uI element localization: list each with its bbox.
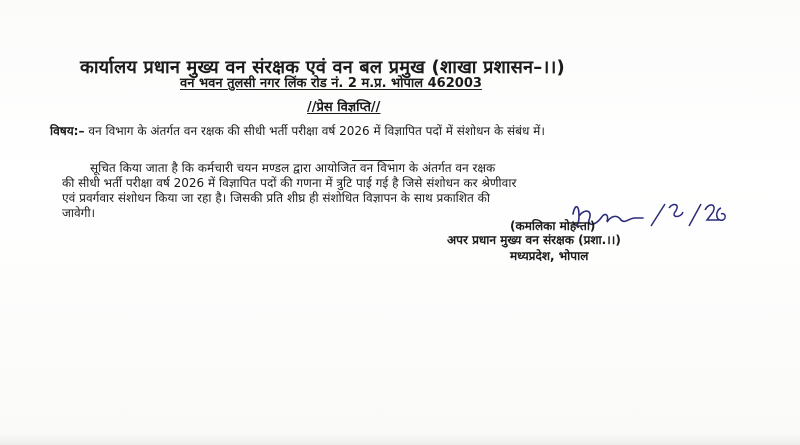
body-line-3: एवं प्रवर्गवार संशोधन किया जा रहा है। जिसकी प्रति शीघ्र ही संशोधित विज्ञापन के साथ प्रकाशित की [62,191,490,205]
subject-text: वन विभाग के अंतर्गत वन रक्षक की सीधी भर्ती परीक्षा वर्ष 2026 में विज्ञापित पदों में संशोधन के संबंध में। [88,124,545,138]
office-address: वन भवन तुलसी नगर लिंक रोड नं. 2 म.प्र. भोपाल 462003 [180,76,482,91]
page-edge-shadow [0,433,800,445]
signatory-name: (कमलिका मोहन्ता) [510,219,596,233]
signatory-place: मध्यप्रदेश, भोपाल [510,249,589,263]
body-line-4: जावेगी। [62,206,96,220]
subject-label: विषय:– [50,124,85,138]
body-line-2: की सीधी भर्ती परीक्षा वर्ष 2026 में विज्ञापित पदों की गणना में त्रुटि पाई गई है जिसे संशोधन कर श्रेणीवार [62,176,517,190]
press-release-heading: //प्रेस विज्ञप्ति// [307,100,381,115]
signatory-designation: अपर प्रधान मुख्य वन संरक्षक (प्रशा.।।) [447,233,621,247]
subject-line [50,124,740,139]
office-title: कार्यालय प्रधान मुख्य वन संरक्षक एवं वन बल प्रमुख (शाखा प्रशासन–।।) [80,57,565,78]
body-line-1: सूचित किया जाता है कि कर्मचारी चयन मण्डल द्वारा आयोजित वन विभाग के अंतर्गत वन रक्षक [90,161,496,175]
